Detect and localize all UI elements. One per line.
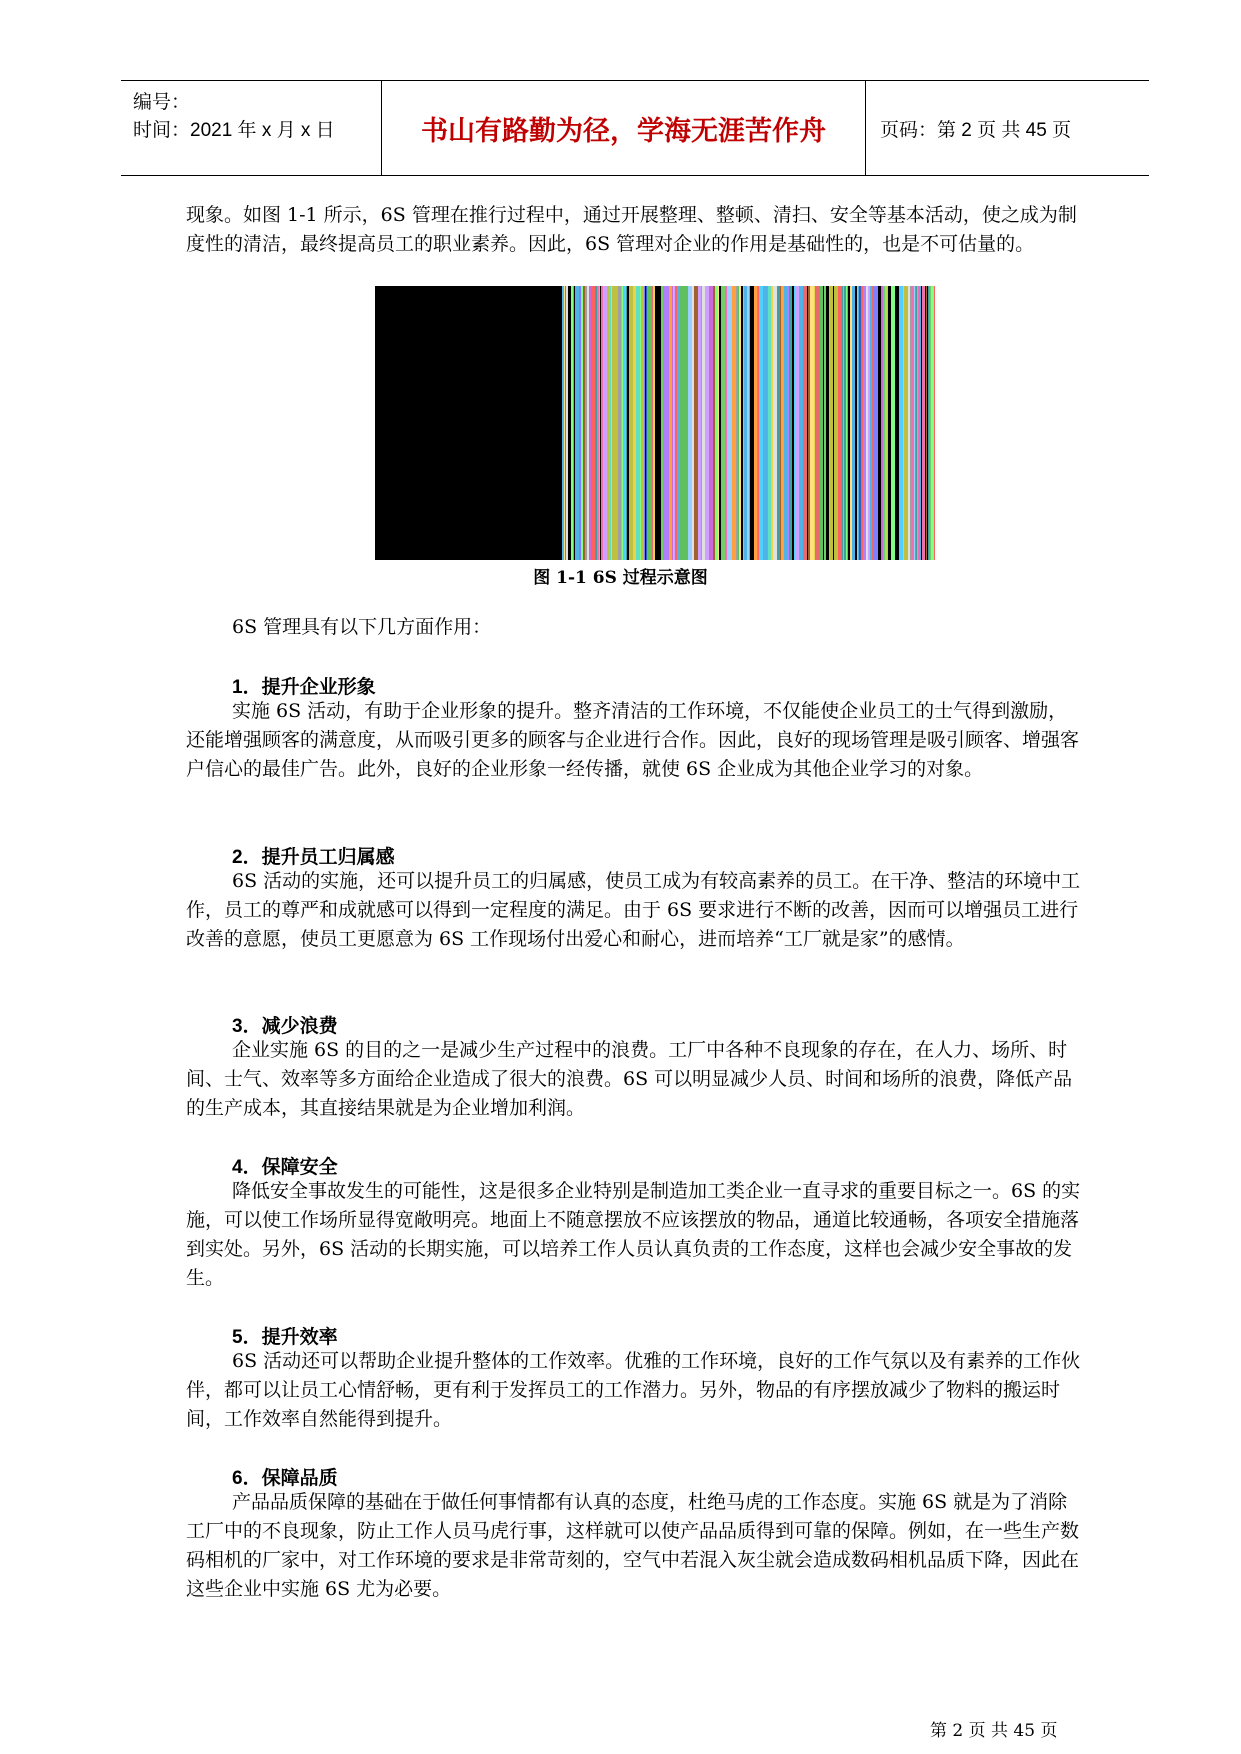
header-page-cell (866, 81, 1149, 175)
color-stripe (601, 286, 603, 560)
color-stripe (784, 286, 787, 560)
color-stripe (921, 286, 922, 560)
color-stripe (888, 286, 891, 560)
color-stripe (918, 286, 919, 560)
color-stripe (701, 286, 702, 560)
color-stripe (636, 286, 640, 560)
color-stripe (571, 286, 573, 560)
color-stripe (844, 286, 846, 560)
color-stripe (725, 286, 727, 560)
color-stripe (911, 286, 914, 560)
section-text-3: 企业实施 6S 的目的之一是减少生产过程中的浪费。工厂中各种不良现象的存在，在人力、场所、时间、士气、效率等多方面给企业造成了很大的浪费。6S 可以明显减少人员、时间和场所的浪费，降低产品的生产成本，其直接结果就是为企业增加利润。 (186, 1039, 1073, 1119)
color-stripe (771, 286, 773, 560)
color-stripe (794, 286, 795, 560)
color-stripe (815, 286, 817, 560)
color-stripe (885, 286, 887, 560)
color-stripe (749, 286, 750, 560)
color-stripe (929, 286, 930, 560)
color-stripe (627, 286, 629, 560)
color-stripe (568, 286, 571, 560)
color-stripe (611, 286, 612, 560)
color-stripe (732, 286, 736, 560)
color-stripe (780, 286, 781, 560)
color-stripe (814, 286, 815, 560)
color-stripe (574, 286, 575, 560)
color-stripe (663, 286, 667, 560)
color-stripe (629, 286, 633, 560)
color-stripe (698, 286, 701, 560)
color-stripe (866, 286, 868, 560)
color-stripe (672, 286, 673, 560)
color-stripe (566, 286, 568, 560)
color-stripe (803, 286, 807, 560)
color-stripe (674, 286, 675, 560)
section-text-1: 实施 6S 活动，有助于企业形象的提升。整齐清洁的工作环境，不仅能使企业员工的士气得到激励，还能增强顾客的满意度，从而吸引更多的顾客与企业进行合作。因此，良好的现场管理是吸引顾客、增强客户信心的最佳广告。此外，良好的企业形象一经传播，就使 6S 企业成为其他企业学习的对象。 (186, 700, 1080, 780)
color-stripe (861, 286, 863, 560)
color-stripe (914, 286, 915, 560)
color-stripe (842, 286, 843, 560)
color-stripe (847, 286, 848, 560)
color-stripe (768, 286, 771, 560)
color-stripe (688, 286, 692, 560)
color-stripe (852, 286, 855, 560)
color-stripe (626, 286, 627, 560)
color-stripe (826, 286, 829, 560)
header-motto-cell (381, 81, 866, 175)
color-stripe (589, 286, 591, 560)
section-heading-4: 4．保障安全 (232, 1157, 338, 1178)
color-stripe (777, 286, 780, 560)
color-stripe (830, 286, 833, 560)
color-stripe (694, 286, 698, 560)
section-heading-6: 6．保障品质 (232, 1468, 338, 1489)
section-text-2: 6S 活动的实施，还可以提升员工的归属感，使员工成为有较高素养的员工。在干净、整洁的环境中工作，员工的尊严和成就感可以得到一定程度的满足。由于 6S 要求进行不断的改善，因而可以增强员工进行改善的意愿，使员工更愿意为 6S 工作现场付出爱心和耐心，进而培养“工厂就是家”的感情。 (186, 870, 1081, 950)
document-time-label: 时间：2021 年 x 月 x 日 (133, 120, 335, 141)
color-stripe (677, 286, 680, 560)
color-stripe (562, 286, 564, 560)
color-stripe (623, 286, 626, 560)
color-stripe (910, 286, 911, 560)
color-stripe (719, 286, 721, 560)
color-stripe (874, 286, 878, 560)
color-stripe (644, 286, 645, 560)
color-stripe (887, 286, 888, 560)
section-heading-3: 3．减少浪费 (232, 1016, 338, 1037)
color-stripe (692, 286, 694, 560)
color-stripe (781, 286, 784, 560)
color-stripe (795, 286, 799, 560)
color-stripe (600, 286, 601, 560)
color-stripe (883, 286, 885, 560)
color-stripe (744, 286, 747, 560)
color-stripe (702, 286, 705, 560)
color-stripe (925, 286, 926, 560)
color-stripe (609, 286, 611, 560)
color-stripe (928, 286, 929, 560)
color-stripe (564, 286, 565, 560)
color-stripe (773, 286, 777, 560)
color-stripe (575, 286, 579, 560)
color-stripe (709, 286, 713, 560)
color-stripe (646, 286, 647, 560)
color-stripe (817, 286, 820, 560)
section-heading-2: 2．提升员工归属感 (232, 847, 395, 868)
color-stripe (583, 286, 585, 560)
color-stripe (799, 286, 803, 560)
color-stripe (758, 286, 759, 560)
color-stripe (891, 286, 895, 560)
color-stripe (579, 286, 581, 560)
color-stripe (715, 286, 718, 560)
color-stripe (870, 286, 872, 560)
color-stripe (622, 286, 623, 560)
color-stripe (705, 286, 709, 560)
color-stripe (829, 286, 830, 560)
color-stripe (587, 286, 589, 560)
color-stripe (754, 286, 757, 560)
color-stripe (653, 286, 655, 560)
color-stripe (738, 286, 739, 560)
color-stripe (728, 286, 732, 560)
color-stripe (652, 286, 653, 560)
color-stripe (789, 286, 792, 560)
color-stripe (843, 286, 844, 560)
color-stripe (833, 286, 834, 560)
color-stripe (899, 286, 903, 560)
color-stripe (661, 286, 663, 560)
color-stripe (834, 286, 838, 560)
color-stripe (934, 286, 935, 560)
color-stripe (633, 286, 636, 560)
color-stripe (838, 286, 842, 560)
color-stripe (855, 286, 857, 560)
color-stripe (595, 286, 597, 560)
color-stripe (903, 286, 904, 560)
color-stripe (820, 286, 823, 560)
color-stripe (612, 286, 614, 560)
color-stripe (667, 286, 669, 560)
header-meta-cell (121, 81, 381, 175)
color-stripe (917, 286, 918, 560)
color-stripe (585, 286, 587, 560)
document-number-label: 编号： (133, 92, 191, 113)
color-stripe (721, 286, 725, 560)
color-stripe (767, 286, 768, 560)
section-text-4: 降低安全事故发生的可能性，这是很多企业特别是制造加工类企业一直寻求的重要目标之一。6S 的实施，可以使工作场所显得宽敞明亮。地面上不随意摆放不应该摆放的物品，通道比较通畅，各项安全措施落到实处。另外，6S 活动的长期实施，可以培养工作人员认真负责的工作态度，这样也会减少安全事故的发生。 (186, 1180, 1081, 1289)
color-stripe (736, 286, 738, 560)
color-stripe (763, 286, 767, 560)
color-stripe (848, 286, 850, 560)
figure-6s-process-image (375, 286, 935, 560)
figure-caption: 图 1-1 6S 过程示意图 (533, 568, 708, 588)
color-stripe (718, 286, 719, 560)
color-stripe (618, 286, 621, 560)
color-stripe (915, 286, 916, 560)
color-stripe (741, 286, 743, 560)
color-stripe (824, 286, 826, 560)
color-stripe (743, 286, 744, 560)
color-stripe (759, 286, 763, 560)
color-stripe (591, 286, 595, 560)
intro-paragraph: 现象。如图 1-1 所示，6S 管理在推行过程中，通过开展整理、整顿、清扫、安全等基本活动，使之成为制度性的清洁，最终提高员工的职业素养。因此，6S 管理对企业的作用是基础性的，也是不可估量的。 (186, 204, 1077, 255)
color-stripe (581, 286, 583, 560)
color-stripe (823, 286, 824, 560)
color-stripe (878, 286, 881, 560)
color-stripe (757, 286, 758, 560)
color-stripe (651, 286, 652, 560)
color-stripe (931, 286, 934, 560)
color-stripe (599, 286, 600, 560)
color-stripe (846, 286, 847, 560)
color-stripe (904, 286, 908, 560)
color-stripe (565, 286, 566, 560)
color-stripe (614, 286, 618, 560)
color-stripe (641, 286, 644, 560)
color-stripe (659, 286, 661, 560)
color-stripe (872, 286, 874, 560)
color-stripe (810, 286, 814, 560)
color-stripe (675, 286, 677, 560)
color-stripe (868, 286, 870, 560)
color-stripe (927, 286, 928, 560)
header-page-info: 页码：第 2 页 共 45 页 (880, 119, 1072, 141)
color-stripe (655, 286, 656, 560)
color-stripe (881, 286, 883, 560)
color-stripe (647, 286, 651, 560)
figure-color-stripes (562, 286, 935, 560)
color-stripe (863, 286, 866, 560)
color-stripe (621, 286, 622, 560)
color-stripe (747, 286, 749, 560)
color-stripe (680, 286, 684, 560)
color-stripe (807, 286, 808, 560)
section-heading-1: 1．提升企业形象 (232, 677, 376, 698)
color-stripe (916, 286, 917, 560)
color-stripe (859, 286, 861, 560)
section-text-6: 产品品质保障的基础在于做任何事情都有认真的态度，杜绝马虎的工作态度。实施 6S 就是为了消除工厂中的不良现象，防止工作人员马虎行事，这样就可以使产品品质得到可靠的保障。例如，在一些生产数码相机的厂家中，对工作环境的要求是非常苛刻的，空气中若混入灰尘就会造成数码相机品质下降，因此在这些企业中实施 6S 尤为必要。 (186, 1491, 1080, 1600)
color-stripe (607, 286, 609, 560)
color-stripe (573, 286, 574, 560)
color-stripe (750, 286, 754, 560)
page-header (121, 80, 1149, 176)
color-stripe (603, 286, 607, 560)
color-stripe (919, 286, 921, 560)
color-stripe (857, 286, 858, 560)
color-stripe (739, 286, 741, 560)
color-stripe (850, 286, 852, 560)
color-stripe (727, 286, 728, 560)
color-stripe (684, 286, 688, 560)
section-heading-5: 5．提升效率 (232, 1327, 338, 1348)
color-stripe (808, 286, 810, 560)
color-stripe (597, 286, 599, 560)
color-stripe (669, 286, 672, 560)
header-motto: 书山有路勤为径，学海无涯苦作舟 (421, 115, 826, 146)
color-stripe (645, 286, 646, 560)
lead-paragraph: 6S 管理具有以下几方面作用： (232, 616, 492, 638)
color-stripe (908, 286, 910, 560)
page-footer: 第 2 页 共 45 页 (930, 1721, 1058, 1741)
color-stripe (930, 286, 931, 560)
color-stripe (926, 286, 927, 560)
color-stripe (673, 286, 674, 560)
color-stripe (713, 286, 715, 560)
color-stripe (858, 286, 859, 560)
color-stripe (787, 286, 789, 560)
section-text-5: 6S 活动还可以帮助企业提升整体的工作效率。优雅的工作环境，良好的工作气氛以及有素养的工作伙伴，都可以让员工心情舒畅，更有利于发挥员工的工作潜力。另外，物品的有序摆放减少了物料的搬运时间，工作效率自然能得到提升。 (186, 1350, 1081, 1430)
color-stripe (792, 286, 794, 560)
color-stripe (922, 286, 925, 560)
color-stripe (895, 286, 899, 560)
color-stripe (656, 286, 659, 560)
color-stripe (640, 286, 641, 560)
